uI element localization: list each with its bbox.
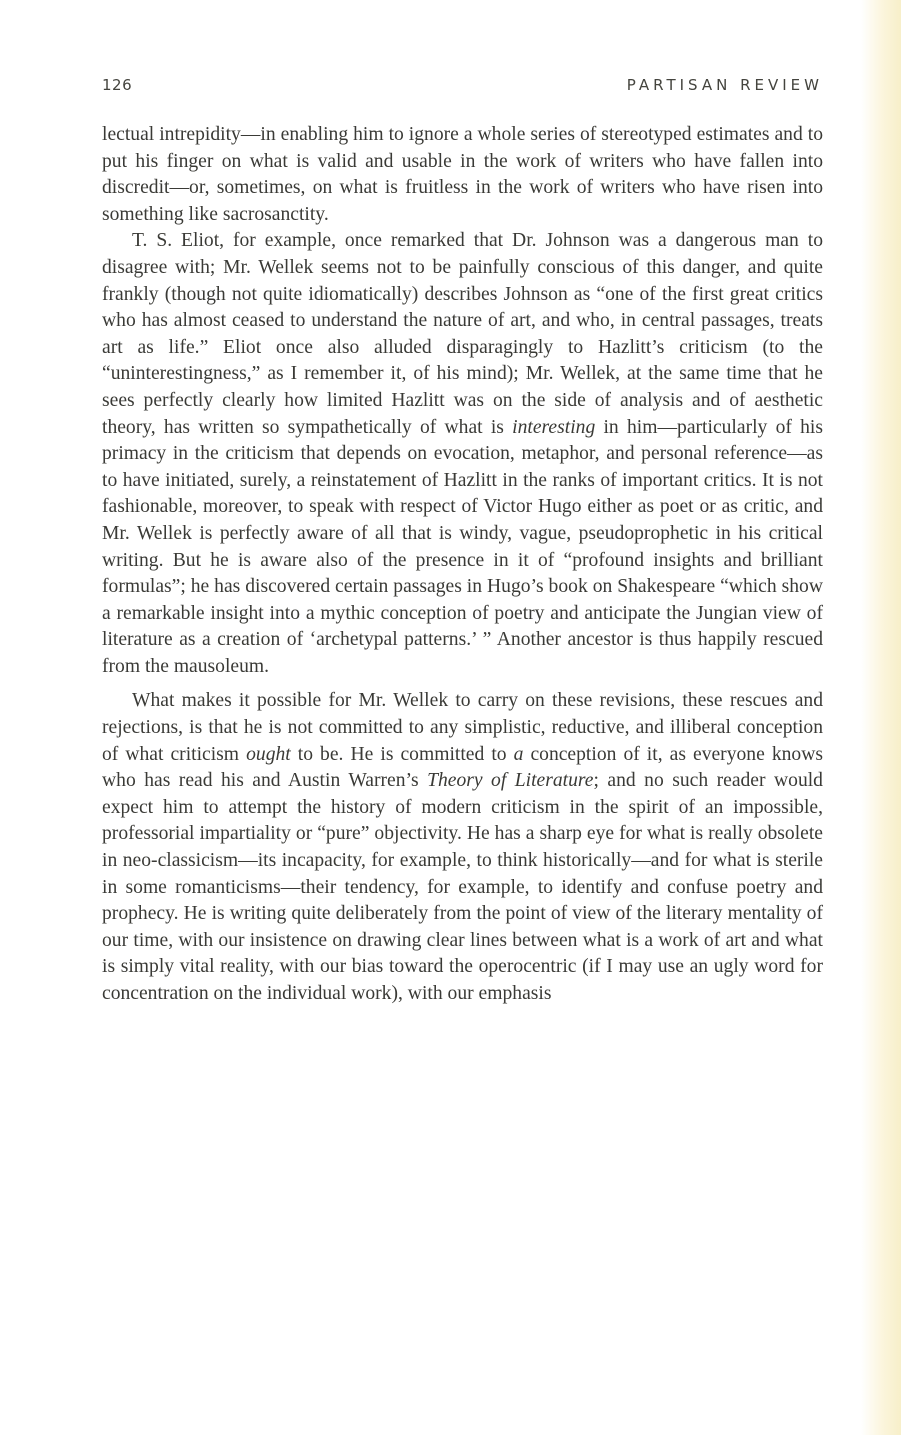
text-run: lectual intrepidity—in enabling him to ignore a whole series of stereotyped estimates and to put his finger on what is valid and usable in the work of writers who have fallen into discredit—or, sometimes, on what is fruitless in the work of writers who have risen into something like sacrosanctity. bbox=[102, 124, 823, 225]
body-text bbox=[102, 122, 823, 1008]
page-edge-shading bbox=[861, 0, 901, 1435]
running-head bbox=[102, 76, 823, 98]
italic-phrase: ought bbox=[246, 743, 291, 765]
journal-title: PARTISAN REVIEW bbox=[626, 76, 823, 94]
text-run: conception of it, as everyone knows who has read his and Austin Warren’s bbox=[102, 743, 823, 792]
text-run: What makes it possible for Mr. Wellek to carry on these revisions, these rescues and rejections, is that he is not committed to any simplistic, reductive, and illiberal conception of what criticism bbox=[102, 690, 823, 765]
italic-phrase: a bbox=[513, 743, 524, 765]
italic-phrase: Theory of Literature bbox=[427, 770, 594, 792]
text-run: in him—particularly of his primacy in the criticism that depends on evocation, metaphor, and personal reference—as to have initiated, surely, a reinstatement of Hazlitt in the ranks of important critics. It is not fashionable, moreover, to speak with respect of Victor Hugo either as poet or as critic, and Mr. Wellek is perfectly aware of all that is windy, vague, pseudoprophetic in his critical writing. But he is aware also of the presence in it of “profound insights and brilliant formulas”; he has discovered certain passages in Hugo’s book on Shakespeare “which show a remarkable insight into a mythic conception of poetry and anticipate the Jungian view of literature as a creation of ‘archetypal patterns.’ ” Another ancestor is thus happily rescued from the mausoleum. bbox=[102, 416, 824, 677]
page-number: 126 bbox=[102, 76, 133, 94]
paragraph-eliot-johnson bbox=[102, 228, 823, 680]
paragraph-continued bbox=[102, 122, 823, 228]
text-run: ; and no such reader would expect him to attempt the history of modern criticism in the spirit of an impossible, professorial impartiality or “pure” objectivity. He has a sharp eye for what is really obsolete in neo-classicism—its incapacity, for example, to think historically—and for what is sterile in some romanticisms—their tendency, for example, to identify and confuse poetry and prophecy. He is writing quite deliberately from the point of view of the literary mentality of our time, with our insistence on drawing clear lines between what is a work of art and what is simply vital reality, with our bias toward the operocentric (if I may use an ugly word for concentration on the individual work), with our emphasis bbox=[102, 770, 823, 1004]
paragraph-wellek-revisions bbox=[102, 688, 823, 1007]
text-run: to be. He is committed to bbox=[290, 743, 514, 765]
text-run: T. S. Eliot, for example, once remarked that Dr. Johnson was a dangerous man to disagree with; Mr. Wellek seems not to be painfully conscious of this danger, and quite frankly (though not quite idiomatically) describes Johnson as “one of the first great critics who has almost ceased to understand the nature of art, and who, in central passages, treats art as life.” Eliot once also alluded disparagingly to Hazlitt’s criticism (to the “uninterestingness,” as I remember it, of his mind); Mr. Wellek, at the same time that he sees perfectly clearly how limited Hazlitt was on the side of analysis and of aesthetic theory, has written so sympathetically of what is bbox=[102, 230, 823, 438]
italic-phrase: interesting bbox=[512, 416, 596, 438]
